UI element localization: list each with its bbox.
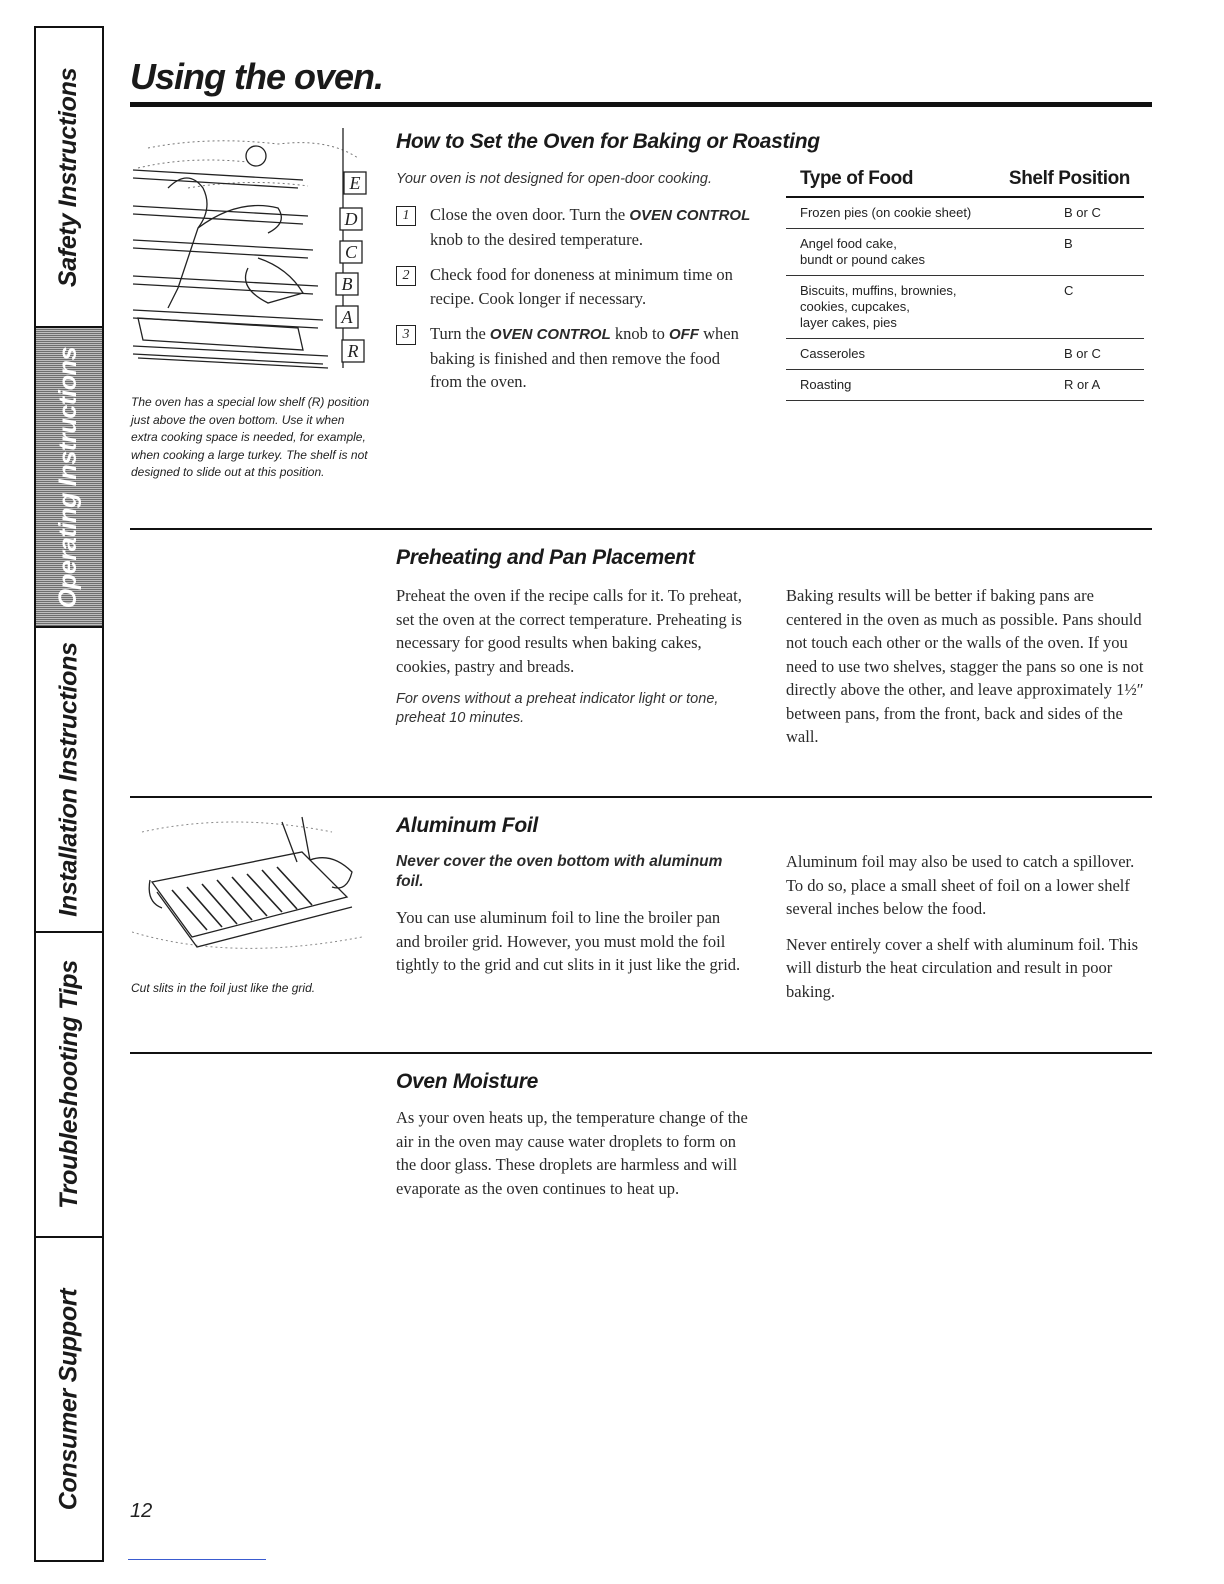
step-number: 1	[396, 206, 416, 226]
tab-operating-instructions[interactable]: Operating Instructions	[36, 328, 102, 628]
baking-instructions	[396, 170, 756, 406]
section-divider	[130, 1052, 1152, 1054]
section-divider	[130, 528, 1152, 530]
tab-consumer-support[interactable]: Consumer Support	[54, 1288, 83, 1510]
step-3: 3 Turn the OVEN CONTROL knob to OFF when baking is finished and then remove the food from the oven.	[396, 322, 756, 394]
table-row: Frozen pies (on cookie sheet) B or C	[786, 198, 1144, 229]
step-number: 3	[396, 325, 416, 345]
foil-warning: Never cover the oven bottom with aluminum foil.	[396, 853, 723, 890]
table-row: Angel food cake, bundt or pound cakes B	[786, 229, 1144, 276]
shelf-figure-caption: The oven has a special low shelf (R) position just above the oven bottom. Use it when extra cooking space is needed, for example, when cooking a large turkey. The shelf is not designed to slide out at this position.	[131, 395, 370, 479]
preheat-paragraph: Preheat the oven if the recipe calls for it. To preheat, set the oven at the correct temperature. Preheating is necessary for good results when baking cakes, cookies, pastry and breads.	[396, 586, 742, 676]
shelf-label-e: E	[349, 173, 361, 193]
header-shelf-position: Shelf Position	[1008, 168, 1130, 189]
step-2: 2 Check food for doneness at minimum time on recipe. Cook longer if necessary.	[396, 263, 756, 310]
shelf-position-table	[786, 168, 1144, 401]
page-number: 12	[130, 1500, 153, 1522]
tab-installation-instructions[interactable]: Installation Instructions	[36, 628, 102, 933]
preheat-left-column	[396, 584, 756, 740]
tab-safety-instructions[interactable]: Safety Instructions	[36, 28, 102, 328]
table-row: Roasting R or A	[786, 370, 1144, 401]
foil-paragraph: You can use aluminum foil to line the broiler pan and broiler grid. However, you must mold the foil tightly to the grid and cut slits in it just like the grid.	[396, 908, 741, 974]
oven-control-label: OVEN CONTROL	[489, 326, 611, 343]
pan-placement-paragraph: Baking results will be better if baking pans are centered in the oven as much as possible. Pans should not touch each other or the walls of the oven. If you need to use two shelves, stagger the pans so one is not directly above the other, and leave approximately 1½″ between pans, from the front, back and sides of the wall.	[786, 586, 1144, 746]
off-label: OFF	[668, 326, 699, 343]
broiler-pan-foil-illustration	[132, 812, 368, 972]
side-tabs	[34, 26, 104, 1562]
spillover-paragraph: Aluminum foil may also be used to catch a spillover. To do so, place a small sheet of foil on a lower shelf several inches below the food.	[786, 852, 1135, 918]
shelf-label-c: C	[344, 242, 358, 262]
shelf-label-b: B	[341, 274, 353, 294]
open-door-note: Your oven is not designed for open-door cooking.	[396, 171, 712, 187]
table-header	[786, 168, 1144, 198]
preheat-note: For ovens without a preheat indicator light or tone, preheat 10 minutes.	[396, 691, 719, 726]
pan-placement-column	[786, 584, 1148, 761]
baking-heading: How to Set the Oven for Baking or Roasting	[396, 130, 820, 153]
foil-left-column	[396, 852, 746, 989]
foil-heading: Aluminum Foil	[396, 814, 538, 837]
preheat-heading: Preheating and Pan Placement	[396, 546, 695, 569]
step-1: 1 Close the oven door. Turn the OVEN CONTROL knob to the desired temperature.	[396, 203, 756, 251]
foil-figure-caption: Cut slits in the foil just like the grid.	[131, 981, 316, 995]
shelf-label-a: A	[341, 307, 353, 327]
table-row: Casseroles B or C	[786, 339, 1144, 370]
shelf-foil-paragraph: Never entirely cover a shelf with aluminum foil. This will disturb the heat circulation and result in poor baking.	[786, 934, 1139, 1001]
moisture-column	[396, 1106, 758, 1212]
oven-control-label: OVEN CONTROL	[629, 207, 751, 224]
header-type-of-food: Type of Food	[800, 168, 914, 189]
moisture-paragraph: As your oven heats up, the temperature change of the air in the oven may cause water droplets to form on the door glass. These droplets are harmless and will evaporate as the oven continues to heat up.	[396, 1108, 748, 1198]
step-number: 2	[396, 266, 416, 286]
oven-shelf-illustration	[128, 128, 378, 386]
foil-right-column	[786, 850, 1148, 1015]
page-title: Using the oven.	[130, 56, 384, 97]
table-row: Biscuits, muffins, brownies, cookies, cupcakes, layer cakes, pies C	[786, 276, 1144, 339]
section-divider	[130, 796, 1152, 798]
tab-troubleshooting-tips[interactable]: Troubleshooting Tips	[36, 933, 102, 1238]
moisture-heading: Oven Moisture	[396, 1070, 538, 1093]
shelf-label-r: R	[347, 341, 359, 361]
footer-link-line	[128, 1559, 266, 1560]
title-rule	[130, 102, 1152, 107]
shelf-label-d: D	[344, 209, 358, 229]
